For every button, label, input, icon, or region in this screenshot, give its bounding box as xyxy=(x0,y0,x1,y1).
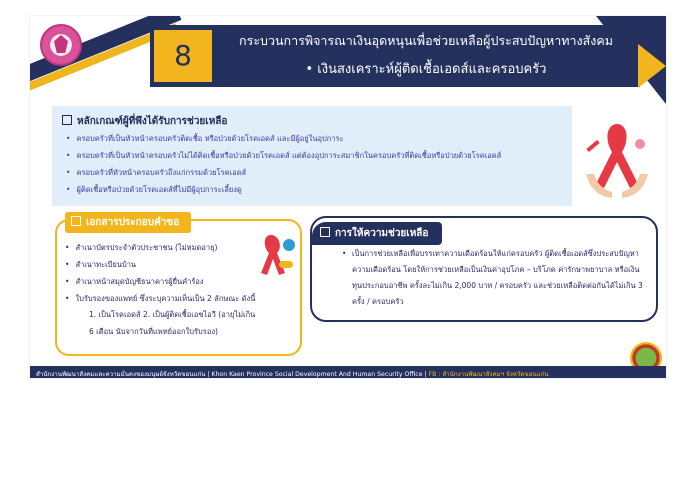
checkbox-icon xyxy=(320,227,330,237)
checkbox-icon xyxy=(62,115,72,125)
doc-subline: 1. เป็นโรคเอดส์ 2. เป็นผู้ติดเชื้อเอชไอวี (อายุไม่เกิน xyxy=(89,310,256,319)
criteria-heading: หลักเกณฑ์ผู้ที่พึงได้รับการช่วยเหลือ xyxy=(62,114,227,129)
list-item: • ใบรับรองของแพทย์ ซึ่งระบุความเห็นเป็น 2 ลักษณะ ดังนี้ xyxy=(65,290,255,307)
slide xyxy=(30,16,666,378)
agency-logo xyxy=(40,24,82,66)
facebook-label: FB : สำนักงานพัฒนาสังคมฯ จังหวัดขอนแก่น xyxy=(428,371,549,378)
list-item: • ครอบครัวที่หัวหน้าครอบครัวถึงแก่กรรมด้วยโรคเอดส์ xyxy=(66,164,501,181)
list-item: • สำเนาบัตรประจำตัวประชาชน (ไม่หมดอายุ) xyxy=(65,239,255,256)
footer: สำนักงานพัฒนาสังคมและความมั่นคงของมนุษย์จังหวัดขอนแก่น | Khon Kaen Province Social Development And Human Security Office | FB : สำนักงานพัฒนาสังคมฯ จังหวัดขอนแก่น xyxy=(30,366,666,378)
section-number: 8 xyxy=(154,30,212,82)
page-subtitle: • เงินสงเคราะห์ผู้ติดเชื้อเอดส์และครอบครัว xyxy=(305,62,547,77)
banner-arrow xyxy=(638,44,666,88)
list-item: • สำเนาหน้าสมุดบัญชีธนาคารผู้ยื่นคำร้อง xyxy=(65,273,255,290)
help-heading: การให้ความช่วยเหลือ xyxy=(312,222,442,245)
criteria-list xyxy=(66,130,501,198)
help-text: • เป็นการช่วยเหลือเพื่อบรรเทาความเดือดร้อนให้แก่ครอบครัว ผู้ติดเชื้อเอดส์ซึ่งประสบปัญหาความเดือดร้อน โดยให้การช่วยเหลือเป็นเงินค่าอุปโภค – บริโภค ค่ารักษาพยาบาล หรือเงินทุนประกอบอาชีพ ครั้งละไม่เกิน 2,000 บาท / ครอบครัว และช่วยเหลือติดต่อกันได้ไม่เกิน 3 ครั้ง / ครอบครัว xyxy=(352,246,648,310)
checkbox-icon xyxy=(71,216,81,226)
list-item: • ครอบครัวที่เป็นหัวหน้าครอบครัวติดเชื้อ หรือป่วยด้วยโรคเอดส์ และมีผู้อยู่ในอุปการะ xyxy=(66,130,501,147)
list-item: • ครอบครัวที่เป็นหัวหน้าครอบครัวไม่ได้ติดเชื้อหรือป่วยด้วยโรคเอดส์ แต่ต้องอุปการะสมาชิกในครอบครัวที่ติดเชื้อหรือป่วยด้วยโรคเอดส์ xyxy=(66,147,501,164)
criteria-box xyxy=(52,106,572,206)
list-item: • สำเนาทะเบียนบ้าน xyxy=(65,256,255,273)
documents-box xyxy=(55,219,302,356)
documents-list xyxy=(65,239,255,307)
list-item: • ผู้ติดเชื้อหรือป่วยด้วยโรคเอดส์ที่ไม่มีผู้อุปการะเลี้ยงดู xyxy=(66,181,501,198)
awareness-ribbon-icon xyxy=(582,114,652,204)
pills-icon xyxy=(255,231,297,281)
help-box xyxy=(310,216,658,322)
page-title: กระบวนการพิจารณาเงินอุดหนุนเพื่อช่วยเหลือผู้ประสบปัญหาทางสังคม xyxy=(239,33,613,48)
documents-heading: เอกสารประกอบคำขอ xyxy=(65,212,191,233)
doc-subline: 6 เดือน นับจากวันที่แพทย์ออกใบรับรอง) xyxy=(89,327,218,336)
